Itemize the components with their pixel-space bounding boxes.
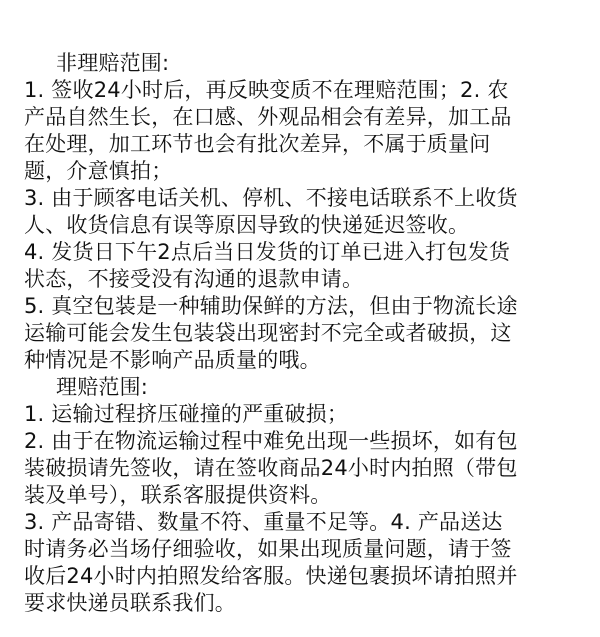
text-line: 收后24小时内拍照发给客服。快递包裹损坏请拍照并 xyxy=(24,564,518,588)
text-line: 运输可能会发生包装袋出现密封不完全或者破损，这 xyxy=(24,321,512,345)
text-line: 人、收货信息有误等原因导致的快递延迟签收。 xyxy=(24,213,470,237)
document-body xyxy=(24,50,584,617)
text-line: 装破损请先签收，请在签收商品24小时内拍照（带包 xyxy=(24,456,518,480)
text-line: 5. 真空包装是一种辅助保鲜的方法，但由于物流长途 xyxy=(24,294,518,318)
text-line: 1. 签收24小时后，再反映变质不在理赔范围；2. 农 xyxy=(24,78,509,102)
text-line: 装及单号），联系客服提供资料。 xyxy=(24,483,332,507)
text-line: 种情况是不影响产品质量的哦。 xyxy=(24,348,321,372)
text-line: 在处理，加工环节也会有批次差异，不属于质量问 xyxy=(24,132,491,156)
section-title-non-claim: 非理赔范围: xyxy=(56,51,170,75)
section-title-claim: 理赔范围: xyxy=(56,375,149,399)
text-line: 时请务必当场仔细验收，如果出现质量问题，请于签 xyxy=(24,537,512,561)
text-line: 题，介意慎拍； xyxy=(24,159,173,183)
text-line: 2. 由于在物流运输过程中难免出现一些损坏，如有包 xyxy=(24,429,518,453)
text-line: 3. 产品寄错、数量不符、重量不足等。4. 产品送达 xyxy=(24,510,503,534)
text-line: 1. 运输过程挤压碰撞的严重破损； xyxy=(24,402,349,426)
text-line: 状态，不接受没有沟通的退款申请。 xyxy=(24,267,364,291)
text-line: 产品自然生长，在口感、外观品相会有差异，加工品 xyxy=(24,105,512,129)
text-line: 4. 发货日下午2点后当日发货的订单已进入打包发货 xyxy=(24,240,511,264)
text-line: 3. 由于顾客电话关机、停机、不接电话联系不上收货 xyxy=(24,186,518,210)
text-line: 要求快递员联系我们。 xyxy=(24,591,236,615)
